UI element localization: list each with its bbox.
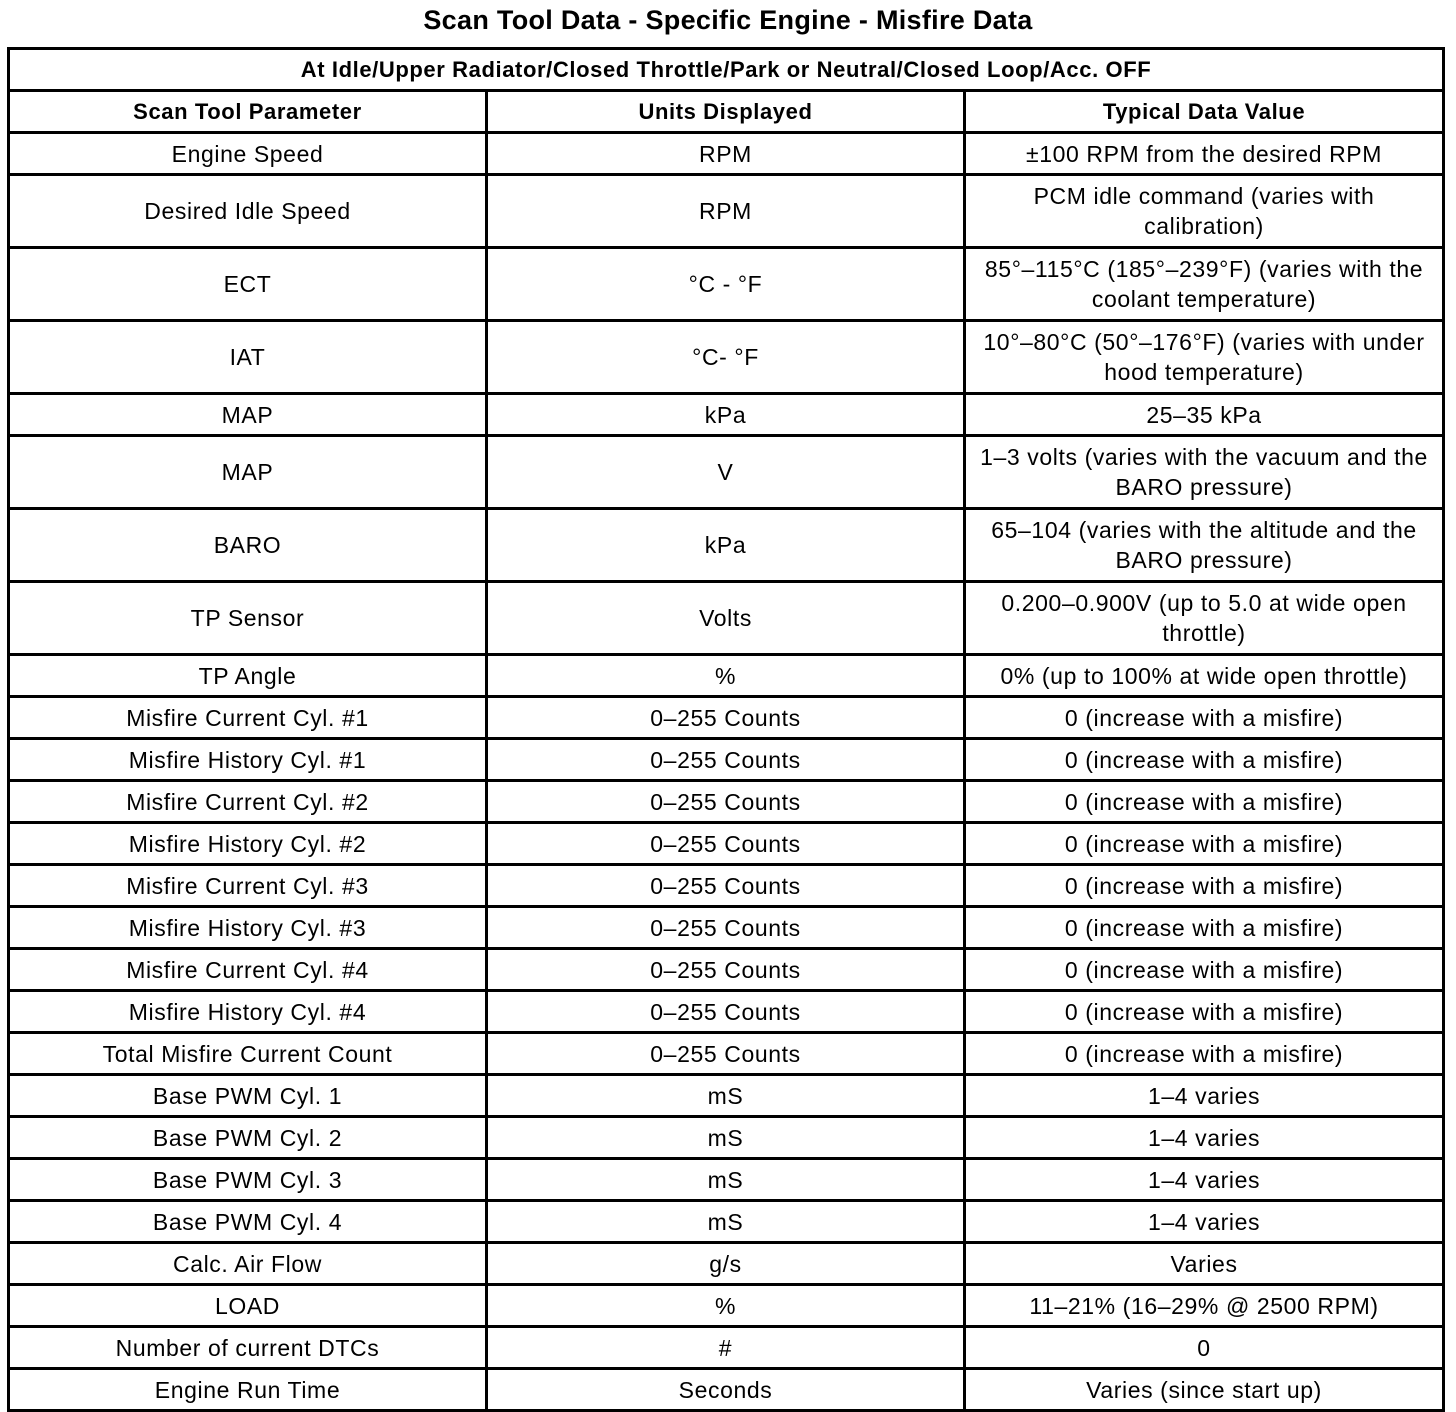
parameter-cell: Calc. Air Flow [9,1243,487,1285]
table-row [9,1201,1444,1243]
page-title: Scan Tool Data - Specific Engine - Misfire Data [423,5,1033,35]
table-row [9,582,1444,655]
units-cell: Volts [487,582,965,655]
parameter-cell: Base PWM Cyl. 2 [9,1117,487,1159]
value-cell: 0 (increase with a misfire) [965,823,1444,865]
units-cell: 0–255 Counts [487,781,965,823]
value-cell: Varies [965,1243,1444,1285]
units-cell: 0–255 Counts [487,949,965,991]
table-row [9,991,1444,1033]
parameter-cell: Base PWM Cyl. 4 [9,1201,487,1243]
column-header-units: Units Displayed [487,91,965,133]
table-row [9,907,1444,949]
parameter-cell: Number of current DTCs [9,1327,487,1369]
table-row [9,175,1444,248]
table-row [9,949,1444,991]
parameter-cell: Misfire Current Cyl. #1 [9,697,487,739]
units-cell: V [487,436,965,509]
table-row [9,865,1444,907]
value-cell: 0 [965,1327,1444,1369]
value-cell: 0 (increase with a misfire) [965,697,1444,739]
value-cell: 65–104 (varies with the altitude and the BARO pressure) [965,509,1444,582]
units-cell: mS [487,1201,965,1243]
table-row [9,1327,1444,1369]
parameter-cell: Misfire Current Cyl. #3 [9,865,487,907]
value-cell: 0 (increase with a misfire) [965,865,1444,907]
units-cell: RPM [487,175,965,248]
parameter-cell: Base PWM Cyl. 3 [9,1159,487,1201]
value-cell: 25–35 kPa [965,394,1444,436]
parameter-cell: Base PWM Cyl. 1 [9,1075,487,1117]
table-row [9,436,1444,509]
value-cell: 1–3 volts (varies with the vacuum and the BARO pressure) [965,436,1444,509]
table-row [9,1159,1444,1201]
value-cell: 0 (increase with a misfire) [965,949,1444,991]
units-cell: kPa [487,394,965,436]
units-cell: g/s [487,1243,965,1285]
units-cell: 0–255 Counts [487,1033,965,1075]
units-cell: 0–255 Counts [487,823,965,865]
parameter-cell: LOAD [9,1285,487,1327]
table-row [9,248,1444,321]
table-row [9,739,1444,781]
units-cell: 0–255 Counts [487,739,965,781]
units-cell: # [487,1327,965,1369]
parameter-cell: MAP [9,394,487,436]
table-row [9,133,1444,175]
parameter-cell: Misfire History Cyl. #2 [9,823,487,865]
table-row [9,1285,1444,1327]
table-row [9,1117,1444,1159]
column-header-typical-value: Typical Data Value [965,91,1444,133]
units-cell: mS [487,1075,965,1117]
condition-header: At Idle/Upper Radiator/Closed Throttle/Park or Neutral/Closed Loop/Acc. OFF [9,49,1444,91]
units-cell: kPa [487,509,965,582]
table-row [9,1369,1444,1411]
value-cell: 1–4 varies [965,1201,1444,1243]
parameter-cell: IAT [9,321,487,394]
units-cell: 0–255 Counts [487,991,965,1033]
value-cell: 0% (up to 100% at wide open throttle) [965,655,1444,697]
units-cell: % [487,655,965,697]
table-row [9,321,1444,394]
units-cell: Seconds [487,1369,965,1411]
value-cell: 0.200–0.900V (up to 5.0 at wide open throttle) [965,582,1444,655]
table-row [9,697,1444,739]
table-row [9,509,1444,582]
parameter-cell: Engine Speed [9,133,487,175]
column-header-row [9,91,1444,133]
value-cell: 1–4 varies [965,1117,1444,1159]
units-cell: °C - °F [487,248,965,321]
table-row [9,1243,1444,1285]
units-cell: 0–255 Counts [487,907,965,949]
parameter-cell: Misfire History Cyl. #3 [9,907,487,949]
value-cell: ±100 RPM from the desired RPM [965,133,1444,175]
value-cell: 85°–115°C (185°–239°F) (varies with the coolant temperature) [965,248,1444,321]
units-cell: 0–255 Counts [487,865,965,907]
parameter-cell: MAP [9,436,487,509]
parameter-cell: TP Sensor [9,582,487,655]
parameter-cell: Total Misfire Current Count [9,1033,487,1075]
scan-tool-data-table [7,47,1445,1412]
table-row [9,1033,1444,1075]
table-row [9,394,1444,436]
parameter-cell: TP Angle [9,655,487,697]
table-row [9,823,1444,865]
parameter-cell: Desired Idle Speed [9,175,487,248]
value-cell: 0 (increase with a misfire) [965,907,1444,949]
parameter-cell: Misfire Current Cyl. #4 [9,949,487,991]
parameter-cell: Misfire Current Cyl. #2 [9,781,487,823]
units-cell: °C- °F [487,321,965,394]
value-cell: 11–21% (16–29% @ 2500 RPM) [965,1285,1444,1327]
table-row [9,655,1444,697]
value-cell: PCM idle command (varies with calibration) [965,175,1444,248]
parameter-cell: ECT [9,248,487,321]
parameter-cell: BARO [9,509,487,582]
value-cell: 0 (increase with a misfire) [965,781,1444,823]
parameter-cell: Misfire History Cyl. #1 [9,739,487,781]
value-cell: 1–4 varies [965,1159,1444,1201]
column-header-parameter: Scan Tool Parameter [9,91,487,133]
units-cell: mS [487,1159,965,1201]
table-row [9,1075,1444,1117]
value-cell: 0 (increase with a misfire) [965,1033,1444,1075]
units-cell: % [487,1285,965,1327]
value-cell: 1–4 varies [965,1075,1444,1117]
value-cell: 0 (increase with a misfire) [965,739,1444,781]
units-cell: 0–255 Counts [487,697,965,739]
units-cell: mS [487,1117,965,1159]
value-cell: 10°–80°C (50°–176°F) (varies with under hood temperature) [965,321,1444,394]
parameter-cell: Engine Run Time [9,1369,487,1411]
value-cell: 0 (increase with a misfire) [965,991,1444,1033]
units-cell: RPM [487,133,965,175]
value-cell: Varies (since start up) [965,1369,1444,1411]
condition-row [9,49,1444,91]
table-row [9,781,1444,823]
parameter-cell: Misfire History Cyl. #4 [9,991,487,1033]
